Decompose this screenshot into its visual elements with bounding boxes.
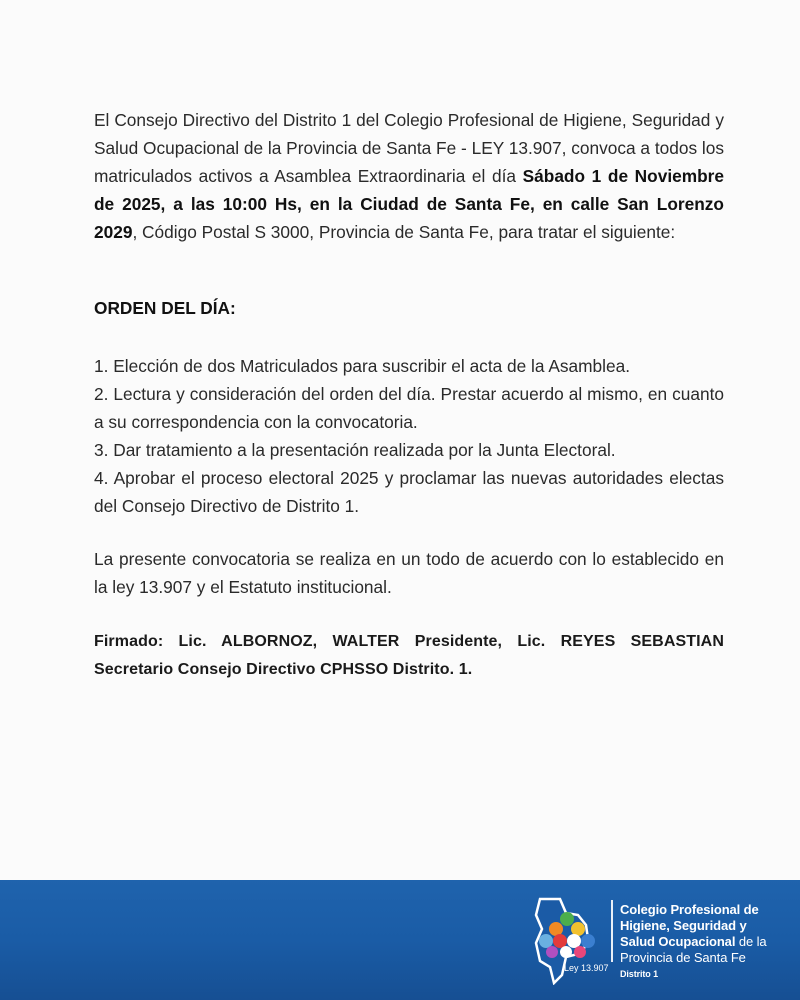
closing-paragraph: La presente convocatoria se realiza en un todo de acuerdo con lo establecido en la ley 13.907 y el Estatuto institucional. — [94, 549, 724, 597]
agenda-heading: ORDEN DEL DÍA: — [94, 298, 236, 318]
intro-text-1: El Consejo Directivo del Distrito 1 del Colegio Profesional de Higiene, Seguridad y Salud Ocupacional de la Provincia de Santa Fe - LEY 13.907, convoca a todos los matriculados activos a Asamblea Extraordinaria el día — [94, 110, 724, 186]
org-line-light: de la — [735, 934, 767, 949]
agenda-item: 1. Elección de dos Matriculados para suscribir el acta de la Asamblea. — [94, 356, 630, 376]
intro-date-location: Sábado 1 de Noviembre de 2025, a las 10:00 Hs, en la Ciudad de Santa Fe, en calle San Lorenzo 2029 — [94, 166, 724, 242]
org-line — [620, 934, 767, 950]
org-line: Higiene, Seguridad y — [620, 918, 747, 933]
agenda-item: 4. Aprobar el proceso electoral 2025 y proclamar las nuevas autoridades electas del Consejo Directivo de Distrito 1. — [94, 468, 724, 516]
agenda-item: 2. Lectura y consideración del orden del día. Prestar acuerdo al mismo, en cuanto a su correspondencia con la convocatoria. — [94, 384, 724, 432]
intro-paragraph — [94, 106, 724, 246]
org-line-bold: Salud Ocupacional — [620, 934, 736, 949]
org-line: Provincia de Santa Fe — [620, 950, 746, 965]
logo-caption: Ley 13.907 — [564, 963, 609, 973]
agenda-list — [94, 352, 724, 520]
agenda-item: 3. Dar tratamiento a la presentación realizada por la Junta Electoral. — [94, 440, 616, 460]
district-label: Distrito 1 — [620, 969, 659, 979]
organization-name — [620, 902, 767, 981]
signature-block: Firmado: Lic. ALBORNOZ, WALTER Presidente, Lic. REYES SEBASTIAN Secretario Consejo Directivo CPHSSO Distrito. 1. — [94, 633, 724, 678]
intro-text-2: , Código Postal S 3000, Provincia de Santa Fe, para tratar el siguiente: — [132, 222, 676, 242]
org-line: Colegio Profesional de — [620, 902, 759, 917]
footer-divider — [611, 900, 613, 962]
